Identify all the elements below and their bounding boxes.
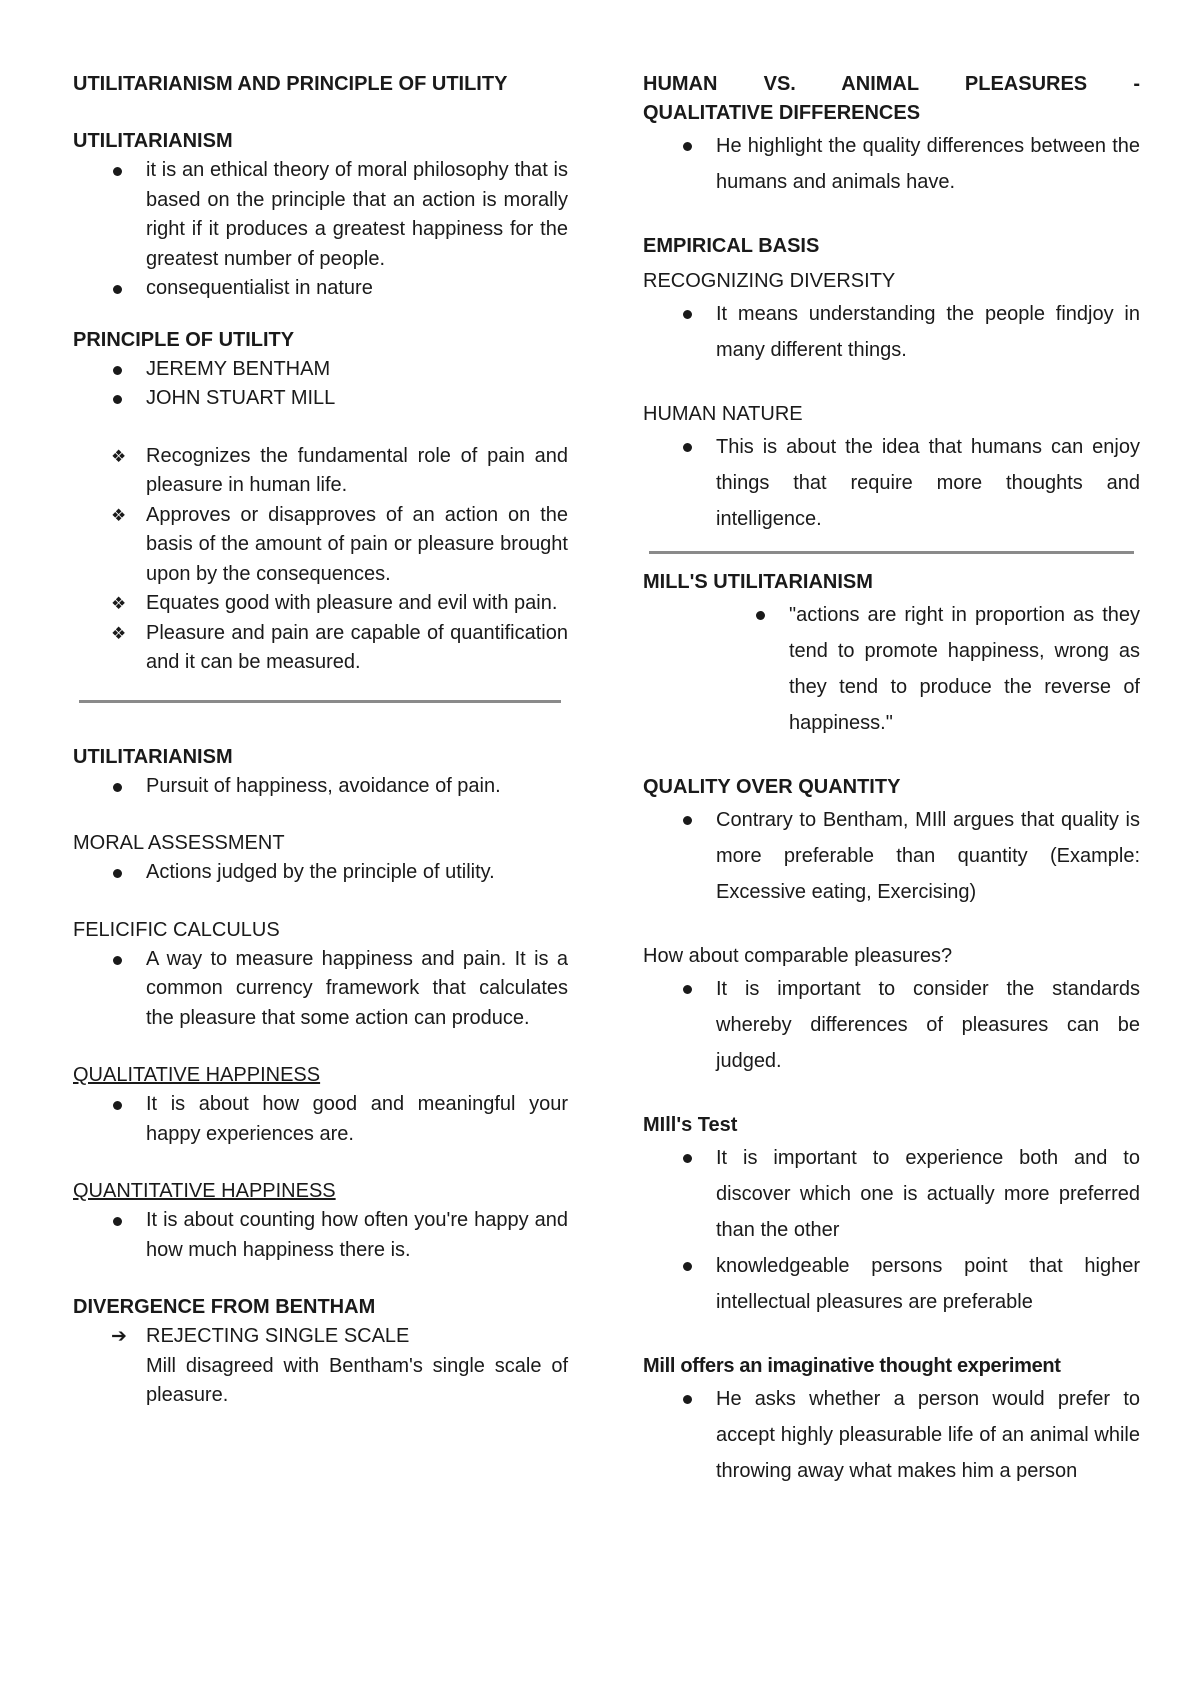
list-item: He highlight the quality differences between the humans and animals have. (643, 128, 1140, 200)
divergence-list (73, 1322, 568, 1352)
bullet-icon (683, 816, 692, 825)
bullet-icon (683, 1262, 692, 1271)
quantitative-happiness-list (73, 1206, 568, 1265)
mills-utilitarianism-heading: MILL'S UTILITARIANISM (643, 571, 873, 593)
utilitarianism-heading-2: UTILITARIANISM (73, 745, 233, 768)
list-item: It means understanding the people findjoy in many different things. (643, 296, 1140, 368)
mills-test-list (643, 1140, 1140, 1320)
list-item: ❖ Recognizes the fundamental role of pain and pleasure in human life. (73, 442, 568, 501)
principle-of-utility-heading: PRINCIPLE OF UTILITY (73, 328, 295, 351)
list-item: It is important to experience both and to discover which one is actually more preferred than the other (643, 1140, 1140, 1248)
list-item: ❖ Pleasure and pain are capable of quantification and it can be measured. (73, 619, 568, 678)
principle-people-list (73, 355, 568, 414)
list-item: ❖ Equates good with pleasure and evil with pain. (73, 589, 568, 619)
bullet-icon (113, 285, 122, 294)
quality-over-quantity-heading: QUALITY OVER QUANTITY (643, 776, 901, 798)
bullet-icon (113, 1217, 122, 1226)
list-item: consequentialist in nature (73, 274, 568, 304)
utilitarianism-list (73, 156, 568, 304)
comparable-pleasures-list (643, 971, 1140, 1079)
bullet-icon (113, 366, 122, 375)
list-item: Actions judged by the principle of utility. (73, 858, 568, 888)
human-nature-list (643, 429, 1140, 537)
diamond-bullet-icon: ❖ (111, 446, 127, 466)
felicific-calculus-list (73, 945, 568, 1034)
left-column (73, 70, 568, 1411)
document-title: UTILITARIANISM AND PRINCIPLE OF UTILITY (73, 73, 508, 95)
moral-assessment-list (73, 858, 568, 888)
divergence-heading: DIVERGENCE FROM BENTHAM (73, 1296, 376, 1318)
divergence-text: Mill disagreed with Bentham's single scale of pleasure. (146, 1354, 568, 1406)
right-column (643, 70, 1140, 1489)
list-item: Pursuit of happiness, avoidance of pain. (73, 772, 568, 802)
bullet-icon (113, 956, 122, 965)
list-item: A way to measure happiness and pain. It is a common currency framework that calculates the pleasure that some action can produce. (73, 945, 568, 1034)
diamond-bullet-icon: ❖ (111, 623, 127, 643)
diamond-bullet-icon: ❖ (111, 594, 127, 613)
recognizing-diversity-list (643, 296, 1140, 368)
comparable-pleasures-heading: How about comparable pleasures? (643, 945, 953, 967)
human-nature-heading: HUMAN NATURE (643, 403, 803, 425)
bullet-icon (113, 783, 122, 792)
bullet-icon (683, 142, 692, 151)
qualitative-happiness-list (73, 1090, 568, 1149)
bullet-icon (683, 1395, 692, 1404)
utilitarianism-list-2 (73, 772, 568, 802)
list-item: Contrary to Bentham, MIll argues that quality is more preferable than quantity (Example: Excessive eating, Exercising) (643, 802, 1140, 910)
bullet-icon (683, 1154, 692, 1163)
list-item: it is an ethical theory of moral philosophy that is based on the principle that an action is morally right if it produces a greatest happiness for the greatest number of people. (73, 156, 568, 274)
bullet-icon (113, 167, 122, 176)
arrow-right-icon: ➔ (111, 1326, 127, 1347)
mills-test-heading: MIll's Test (643, 1114, 738, 1136)
principle-points-list (73, 442, 568, 678)
list-item: It is about how good and meaningful your happy experiences are. (73, 1090, 568, 1149)
empirical-basis-heading: EMPIRICAL BASIS (643, 235, 820, 257)
human-vs-animal-list (643, 128, 1140, 200)
diamond-bullet-icon: ❖ (111, 505, 127, 525)
quantitative-happiness-heading: QUANTITATIVE HAPPINESS (73, 1180, 336, 1202)
thought-experiment-heading: Mill offers an imaginative thought experiment (643, 1355, 1061, 1377)
bullet-icon (756, 611, 765, 620)
bullet-icon (683, 443, 692, 452)
utilitarianism-heading: UTILITARIANISM (73, 130, 233, 152)
recognizing-diversity-heading: RECOGNIZING DIVERSITY (643, 270, 896, 292)
list-item: ❖ Approves or disapproves of an action on the basis of the amount of pain or pleasure brought upon by the consequences. (73, 501, 568, 590)
felicific-calculus-heading: FELICIFIC CALCULUS (73, 918, 280, 941)
list-item: "actions are right in proportion as they tend to promote happiness, wrong as they tend to produce the reverse of happiness." (643, 597, 1140, 741)
bullet-icon (113, 395, 122, 404)
bullet-icon (113, 1101, 122, 1110)
bullet-icon (113, 869, 122, 878)
qualitative-differences-heading: QUALITATIVE DIFFERENCES (643, 102, 921, 124)
human-vs-animal-heading: HUMAN VS. ANIMAL PLEASURES - (643, 73, 1140, 95)
list-item: JOHN STUART MILL (73, 384, 568, 414)
list-item: JEREMY BENTHAM (73, 355, 568, 385)
qualitative-happiness-heading: QUALITATIVE HAPPINESS (73, 1064, 321, 1086)
bullet-icon (683, 310, 692, 319)
mills-utilitarianism-list (643, 597, 1140, 741)
thought-experiment-list (643, 1381, 1140, 1489)
quality-over-quantity-list (643, 802, 1140, 910)
list-item: ➔ REJECTING SINGLE SCALE (73, 1322, 568, 1352)
bullet-icon (683, 985, 692, 994)
list-item: It is about counting how often you're happy and how much happiness there is. (73, 1206, 568, 1265)
list-item: knowledgeable persons point that higher intellectual pleasures are preferable (643, 1248, 1140, 1320)
list-item: It is important to consider the standards whereby differences of pleasures can be judged. (643, 971, 1140, 1079)
list-item: This is about the idea that humans can enjoy things that require more thoughts and intelligence. (643, 429, 1140, 537)
list-item: He asks whether a person would prefer to accept highly pleasurable life of an animal while throwing away what makes him a person (643, 1381, 1140, 1489)
moral-assessment-heading: MORAL ASSESSMENT (73, 832, 285, 854)
